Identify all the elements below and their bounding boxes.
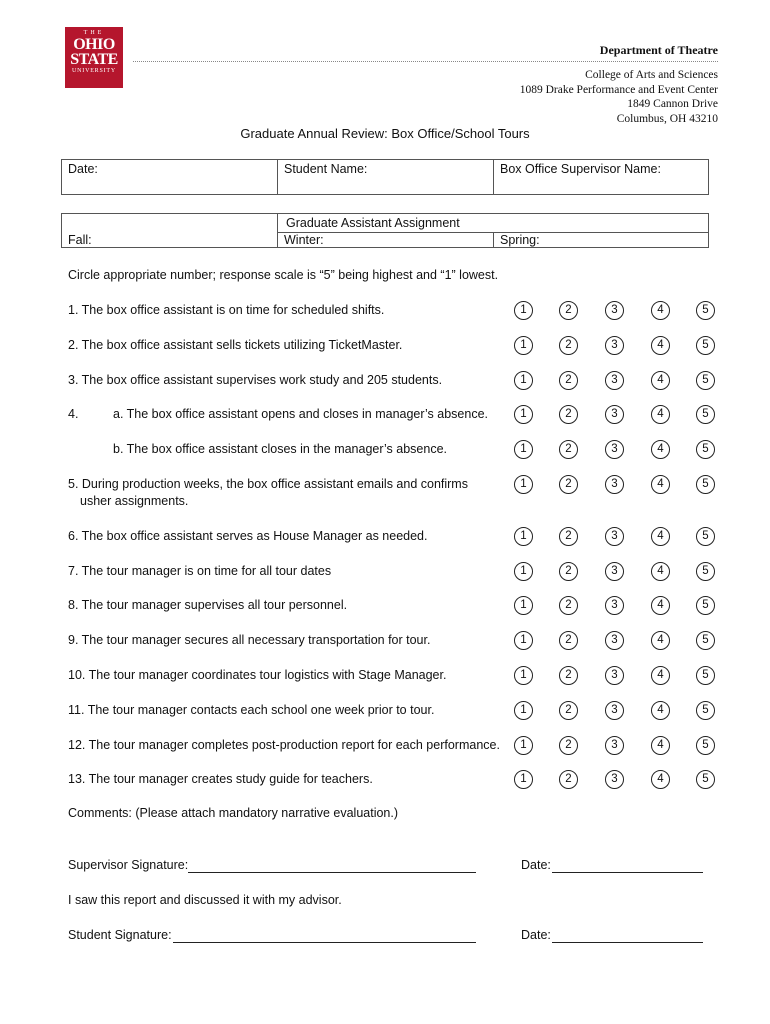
rating-circle-4[interactable]: 4 — [651, 527, 670, 546]
rating-circle-5[interactable]: 5 — [696, 701, 715, 720]
rating-circle-4[interactable]: 4 — [651, 440, 670, 459]
form-title: Graduate Annual Review: Box Office/School Tours — [240, 126, 530, 141]
rating-circle-3[interactable]: 3 — [605, 475, 624, 494]
fall-label: Fall: — [68, 232, 92, 247]
rating-circle-2[interactable]: 2 — [559, 475, 578, 494]
question-5-continued: usher assignments. — [80, 494, 189, 508]
rating-circle-2[interactable]: 2 — [559, 631, 578, 650]
winter-field[interactable] — [278, 233, 494, 248]
info-table — [61, 159, 709, 195]
student-name-field[interactable] — [278, 160, 494, 195]
rating-circle-4[interactable]: 4 — [651, 301, 670, 320]
student-signature-line[interactable] — [173, 928, 476, 943]
rating-circle-3[interactable]: 3 — [605, 562, 624, 581]
rating-circle-4[interactable]: 4 — [651, 666, 670, 685]
question-4a: a. The box office assistant opens and closes in manager’s absence. — [113, 407, 489, 421]
question-1: 1. The box office assistant is on time for scheduled shifts. — [68, 303, 385, 317]
logo-the: THE — [83, 30, 105, 36]
rating-circle-3[interactable]: 3 — [605, 527, 624, 546]
rating-circle-5[interactable]: 5 — [696, 405, 715, 424]
rating-circle-4[interactable]: 4 — [651, 701, 670, 720]
rating-circle-5[interactable]: 5 — [696, 527, 715, 546]
question-4-number: 4. — [68, 407, 79, 421]
spring-field[interactable] — [494, 233, 709, 248]
question-4b: b. The box office assistant closes in the manager’s absence. — [113, 442, 447, 456]
advisor-statement: I saw this report and discussed it with my advisor. — [68, 893, 342, 907]
rating-circle-4[interactable]: 4 — [651, 562, 670, 581]
question-6: 6. The box office assistant serves as House Manager as needed. — [68, 529, 428, 543]
supervisor-date-line[interactable] — [552, 858, 703, 873]
rating-circle-2[interactable]: 2 — [559, 736, 578, 755]
rating-circle-3[interactable]: 3 — [605, 701, 624, 720]
comments-label: Comments: (Please attach mandatory narrative evaluation.) — [68, 806, 399, 820]
department-address — [520, 68, 718, 126]
rating-circle-5[interactable]: 5 — [696, 440, 715, 459]
rating-circle-4[interactable]: 4 — [651, 770, 670, 789]
rating-circle-1[interactable]: 1 — [514, 701, 533, 720]
question-13: 13. The tour manager creates study guide for teachers. — [68, 772, 373, 786]
logo-state: STATE — [70, 51, 118, 68]
rating-circle-4[interactable]: 4 — [651, 631, 670, 650]
rating-circle-1[interactable]: 1 — [514, 562, 533, 581]
rating-circle-3[interactable]: 3 — [605, 596, 624, 615]
rating-circle-1[interactable]: 1 — [514, 666, 533, 685]
rating-circle-1[interactable]: 1 — [514, 405, 533, 424]
rating-circle-5[interactable]: 5 — [696, 301, 715, 320]
rating-circle-5[interactable]: 5 — [696, 596, 715, 615]
rating-circle-1[interactable]: 1 — [514, 527, 533, 546]
rating-circle-3[interactable]: 3 — [605, 405, 624, 424]
department-name: Department of Theatre — [599, 43, 718, 57]
logo-university: UNIVERSITY — [72, 68, 116, 74]
rating-circle-2[interactable]: 2 — [559, 336, 578, 355]
rating-circle-5[interactable]: 5 — [696, 475, 715, 494]
rating-circle-1[interactable]: 1 — [514, 736, 533, 755]
fall-field[interactable] — [62, 233, 278, 248]
supervisor-signature-line[interactable] — [188, 858, 476, 873]
rating-circle-1[interactable]: 1 — [514, 596, 533, 615]
rating-circle-2[interactable]: 2 — [559, 701, 578, 720]
rating-circle-4[interactable]: 4 — [651, 475, 670, 494]
rating-circle-2[interactable]: 2 — [559, 596, 578, 615]
rating-circle-3[interactable]: 3 — [605, 770, 624, 789]
rating-circle-5[interactable]: 5 — [696, 336, 715, 355]
rating-circle-1[interactable]: 1 — [514, 336, 533, 355]
student-signature-label: Student Signature: — [68, 928, 172, 942]
assignment-table — [61, 213, 709, 248]
rating-circle-2[interactable]: 2 — [559, 527, 578, 546]
rating-circle-2[interactable]: 2 — [559, 405, 578, 424]
question-2: 2. The box office assistant sells tickets utilizing TicketMaster. — [68, 338, 403, 352]
rating-circle-2[interactable]: 2 — [559, 371, 578, 390]
header-divider — [133, 61, 718, 62]
question-3: 3. The box office assistant supervises work study and 205 students. — [68, 373, 443, 387]
date-field[interactable] — [62, 160, 278, 195]
rating-circle-3[interactable]: 3 — [605, 440, 624, 459]
rating-circle-3[interactable]: 3 — [605, 631, 624, 650]
date-label: Date: — [68, 162, 98, 176]
logo-ohio: OHIO — [73, 36, 115, 53]
instructions: Circle appropriate number; response scale is “5” being highest and “1” lowest. — [68, 268, 499, 282]
question-10: 10. The tour manager coordinates tour logistics with Stage Manager. — [68, 668, 447, 682]
rating-circle-2[interactable]: 2 — [559, 770, 578, 789]
rating-circle-3[interactable]: 3 — [605, 336, 624, 355]
rating-circle-1[interactable]: 1 — [514, 631, 533, 650]
student-name-label: Student Name: — [284, 162, 368, 176]
supervisor-signature-label: Supervisor Signature: — [68, 858, 189, 872]
address-line: 1089 Drake Performance and Event Center — [519, 83, 718, 96]
assignment-heading — [278, 214, 709, 233]
rating-circle-1[interactable]: 1 — [514, 301, 533, 320]
question-9: 9. The tour manager secures all necessary transportation for tour. — [68, 633, 431, 647]
rating-circle-4[interactable]: 4 — [651, 336, 670, 355]
rating-circle-2[interactable]: 2 — [559, 562, 578, 581]
student-date-label: Date: — [521, 928, 551, 942]
spring-label: Spring: — [500, 233, 540, 247]
student-date-line[interactable] — [552, 928, 703, 943]
question-11: 11. The tour manager contacts each school one week prior to tour. — [68, 703, 435, 717]
question-7: 7. The tour manager is on time for all tour dates — [68, 564, 332, 578]
question-8: 8. The tour manager supervises all tour personnel. — [68, 598, 348, 612]
rating-circle-5[interactable]: 5 — [696, 562, 715, 581]
supervisor-date-label: Date: — [521, 858, 551, 872]
rating-circle-1[interactable]: 1 — [514, 371, 533, 390]
rating-circle-5[interactable]: 5 — [696, 371, 715, 390]
assignment-heading-left — [62, 214, 278, 233]
question-12: 12. The tour manager completes post-production report for each performance. — [68, 738, 500, 752]
rating-circle-4[interactable]: 4 — [651, 405, 670, 424]
address-line: Columbus, OH 43210 — [616, 112, 718, 125]
question-5: 5. During production weeks, the box office assistant emails and confirms — [68, 477, 468, 491]
rating-circle-4[interactable]: 4 — [651, 736, 670, 755]
ohio-state-logo — [65, 27, 123, 88]
supervisor-name-label: Box Office Supervisor Name: — [500, 162, 661, 176]
rating-circle-2[interactable]: 2 — [559, 440, 578, 459]
rating-circle-5[interactable]: 5 — [696, 736, 715, 755]
winter-label: Winter: — [284, 233, 324, 247]
rating-circle-2[interactable]: 2 — [559, 666, 578, 685]
address-line: College of Arts and Sciences — [585, 69, 718, 81]
rating-circle-3[interactable]: 3 — [605, 371, 624, 390]
rating-circle-1[interactable]: 1 — [514, 770, 533, 789]
rating-circle-1[interactable]: 1 — [514, 475, 533, 494]
rating-circle-3[interactable]: 3 — [605, 301, 624, 320]
rating-circle-5[interactable]: 5 — [696, 770, 715, 789]
rating-circle-5[interactable]: 5 — [696, 631, 715, 650]
rating-circle-4[interactable]: 4 — [651, 371, 670, 390]
rating-circle-2[interactable]: 2 — [559, 301, 578, 320]
rating-circle-1[interactable]: 1 — [514, 440, 533, 459]
rating-circle-3[interactable]: 3 — [605, 736, 624, 755]
supervisor-name-field[interactable] — [494, 160, 709, 195]
rating-circle-3[interactable]: 3 — [605, 666, 624, 685]
rating-circle-4[interactable]: 4 — [651, 596, 670, 615]
address-line: 1849 Cannon Drive — [627, 98, 718, 110]
assignment-heading-label: Graduate Assistant Assignment — [286, 216, 460, 230]
rating-circle-5[interactable]: 5 — [696, 666, 715, 685]
